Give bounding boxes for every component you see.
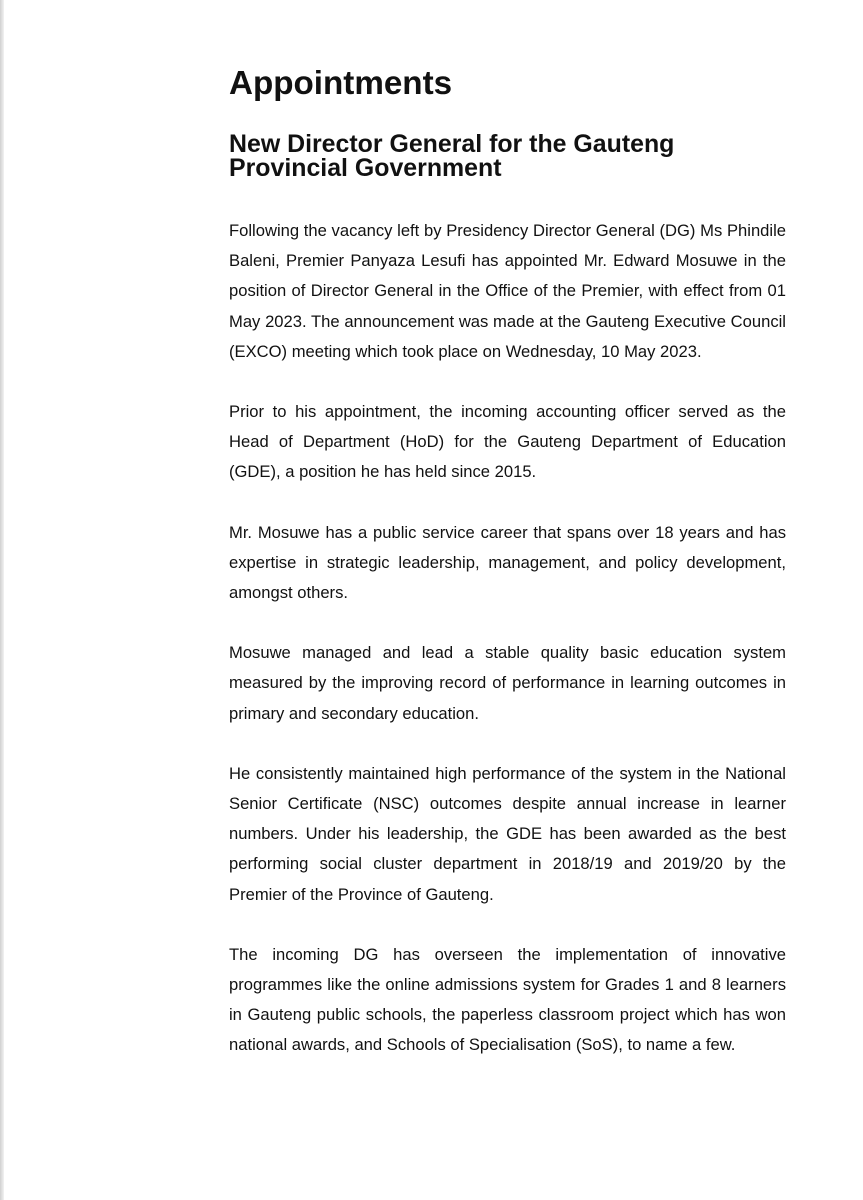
paragraph-performance: He consistently maintained high performance of the system in the National Senior Certificate (NSC) outcomes despite annual increase in learner numbers. Under his leadership, the GDE has been awarded as the best performing social cluster department in 2018/19 and 2019/20 by the Premier of the Province of Gauteng. — [229, 763, 786, 904]
section-title: Appointments — [229, 65, 453, 102]
paragraph-education-system: Mosuwe managed and lead a stable quality basic education system measured by the improving record of performance in learning outcomes in primary and secondary education. — [229, 643, 786, 723]
paragraph-programmes: The incoming DG has overseen the implementation of innovative programmes like the online admissions system for Grades 1 and 8 learners in Gauteng public schools, the paperless classroom project which has won national awards, and Schools of Specialisation (SoS), to name a few. — [229, 944, 786, 1055]
paragraph-career: Mr. Mosuwe has a public service career that spans over 18 years and has expertise in strategic leadership, management, and policy development, amongst others. — [229, 522, 786, 603]
page-edge-shadow — [0, 0, 4, 1200]
paragraph-prior-appointment: Prior to his appointment, the incoming accounting officer served as the Head of Department (HoD) for the Gauteng Department of Education (GDE), a position he has held since 2015. — [229, 402, 786, 482]
paragraph-vacancy: Following the vacancy left by Presidency Director General (DG) Ms Phindile Baleni, Premier Panyaza Lesufi has appointed Mr. Edward Mosuwe in the position of Director General in the Office of the Premier, with effect from 01 May 2023. The announcement was made at the Gauteng Executive Council (EXCO) meeting which took place on Wednesday, 10 May 2023. — [229, 221, 786, 361]
document-page — [229, 65, 786, 1091]
headline: New Director General for the Gauteng Provincial Government — [229, 130, 675, 182]
